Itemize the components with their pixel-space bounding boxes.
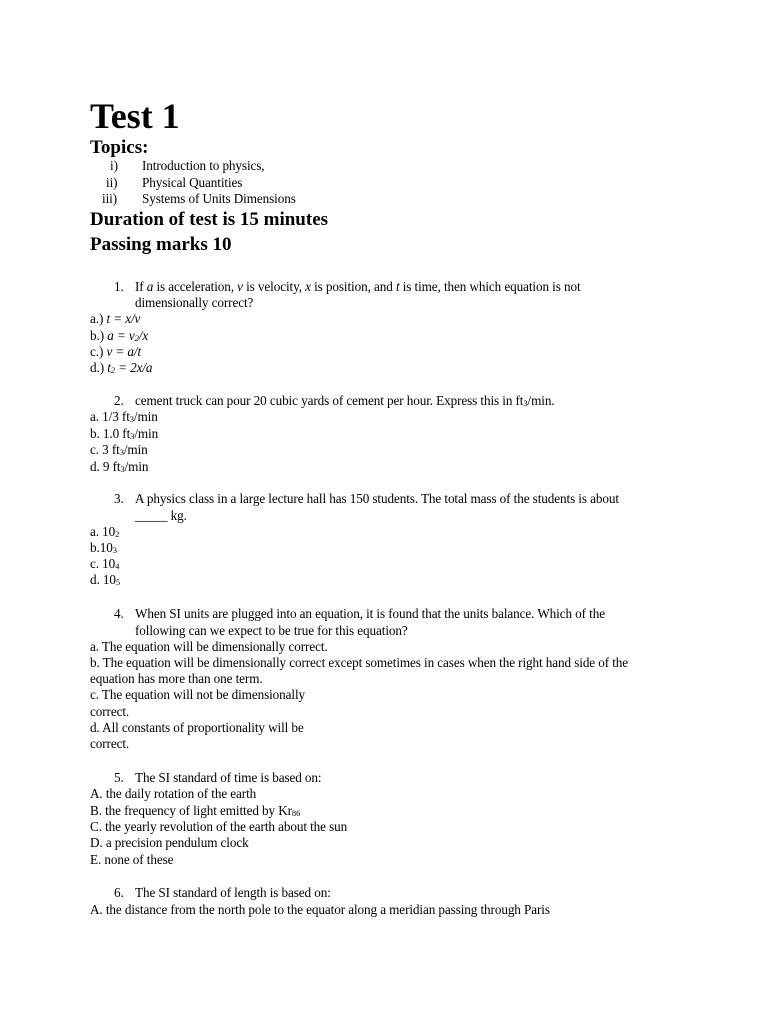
- topics-heading: Topics:: [90, 137, 149, 158]
- answer-option: c. $10_4$: [90, 556, 120, 571]
- question-text: dimensionally correct?: [135, 295, 254, 310]
- answer-option: d. 9 $ft_3/\min$: [90, 459, 149, 474]
- question-number: 4.: [114, 606, 124, 621]
- answer-option: c. The equation will not be dimensionally: [90, 687, 306, 702]
- question-number: 6.: [114, 885, 124, 900]
- answer-option: b. 1.0 $ft_3/\min$: [90, 426, 159, 441]
- answer-option: E. none of these: [90, 852, 174, 867]
- answer-option: d.) $t_2 = 2x/a$: [90, 360, 153, 375]
- question-text: cement truck can pour 20 cubic yards of cement per hour. Express this in $ft_3/\min$.: [135, 393, 555, 408]
- answer-option-continued: correct.: [90, 736, 130, 751]
- answer-option: C. the yearly revolution of the earth about the sun: [90, 819, 348, 834]
- answer-option: a.) t = x/v: [90, 311, 141, 326]
- answer-option: D. a precision pendulum clock: [90, 835, 249, 850]
- topic-text: Introduction to physics,: [142, 158, 265, 173]
- question-text: When SI units are plugged into an equation, it is found that the units balance. Which of the: [135, 606, 605, 621]
- answer-option: c. 3 $ft_3/\min$: [90, 442, 148, 457]
- question-text: If a is acceleration, v is velocity, x is position, and t is time, then which equation is not: [135, 279, 581, 294]
- question-number: 3.: [114, 491, 124, 506]
- question-text: The SI standard of time is based on:: [135, 770, 322, 785]
- answer-option-continued: equation has more than one term.: [90, 671, 263, 686]
- topic-text: Physical Quantities: [142, 175, 243, 190]
- question-number: 5.: [114, 770, 124, 785]
- question-text: _____ kg.: [135, 508, 187, 523]
- answer-option: $b.10_3$: [90, 540, 117, 555]
- answer-option-continued: correct.: [90, 704, 130, 719]
- topic-number: ii): [106, 175, 118, 190]
- question-text: The SI standard of length is based on:: [135, 885, 331, 900]
- question-text: following can we expect to be true for this equation?: [135, 623, 408, 638]
- answer-option: B. the frequency of light emitted by $Kr_{86}$: [90, 803, 301, 818]
- answer-option: a. 1/3 $ft_3/\min$: [90, 409, 158, 424]
- question-text: A physics class in a large lecture hall has 150 students. The total mass of the students is about: [135, 491, 619, 506]
- passing-heading: Passing marks 10: [90, 234, 232, 255]
- answer-option: d. $10_5$: [90, 572, 121, 587]
- answer-option: a. The equation will be dimensionally correct.: [90, 639, 328, 654]
- question-number: 2.: [114, 393, 124, 408]
- answer-option: b.) $a = v_2/x$: [90, 328, 149, 343]
- duration-heading: Duration of test is 15 minutes: [90, 209, 329, 230]
- answer-option: A. the daily rotation of the earth: [90, 786, 257, 801]
- answer-option: A. the distance from the north pole to the equator along a meridian passing through Paris: [90, 902, 550, 917]
- answer-option: a. $10_2$: [90, 524, 120, 539]
- topic-text: Systems of Units Dimensions: [142, 191, 296, 206]
- topic-number: i): [110, 158, 118, 173]
- question-number: 1.: [114, 279, 124, 294]
- answer-option: d. All constants of proportionality will be: [90, 720, 304, 735]
- answer-option: c.) v = a/t: [90, 344, 142, 359]
- page-title: Test 1: [90, 96, 180, 136]
- answer-option: b. The equation will be dimensionally correct except sometimes in cases when the right hand side of the: [90, 655, 629, 670]
- topic-number: iii): [102, 191, 117, 206]
